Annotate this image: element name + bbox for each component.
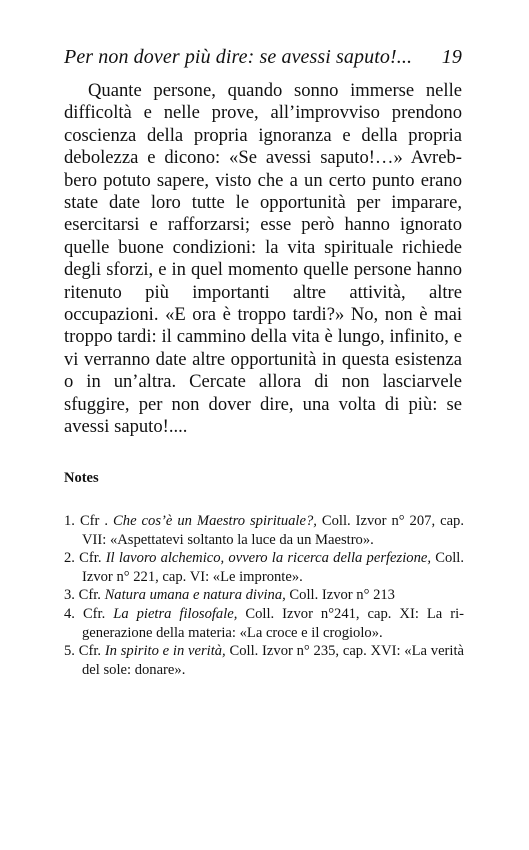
page-header xyxy=(64,46,462,69)
note-book-title: Il lavoro alchemico, ovvero la ricerca della perfezione, xyxy=(105,550,431,567)
note-book-title: Che cos’è un Maestro spirituale?, xyxy=(113,513,317,529)
note-item xyxy=(64,549,464,586)
note-reference: Coll. Izvor n° 235, cap. XVI: «La verità del sole: donare». xyxy=(82,643,464,678)
note-reference: Coll. Izvor n° 207, cap. VII: «Aspettatevi soltanto la luce da un Maestro». xyxy=(82,513,464,548)
page-number: 19 xyxy=(441,46,462,68)
note-book-title: In spirito e in verità, xyxy=(104,643,226,660)
note-reference: Coll. Izvor n° 221, cap. VI: «Le impronte». xyxy=(82,550,464,585)
note-prefix: Cfr . xyxy=(79,513,114,529)
note-book-title: La pietra filosofale, xyxy=(113,605,238,622)
note-number: 2. xyxy=(64,550,75,567)
note-number: 1. xyxy=(64,513,75,529)
notes-heading: Notes xyxy=(64,470,99,486)
note-prefix: Cfr. xyxy=(79,550,106,567)
body-paragraph: Quante persone, quando sonno immerse nelle difficoltà e nelle prove, all’improvviso prendono coscienza della propria ignoranza e della propria debolezza e dicono: «Se avessi saputo!…» Avrebbero potuto sapere, visto che a un certo punto erano state date loro tutte le opportunità per imparare, esercitarsi e rafforzarsi; esse però hanno ignorato quelle buone condizioni: la vita spirituale richiede degli sforzi, e in quel momento quelle persone hanno ritenuto più importanti altre attività, altre occupazioni. «E ora è troppo tardi?» No, non è mai troppo tardi: il cammino della vita è lungo, infinito, e vi verranno date altre opportunità in questa esistenza o in un’altra. Cercate allora di non lasciarvele sfuggire, per non dover dire, una volta di più: se avessi saputo!.... xyxy=(64,80,462,438)
note-item xyxy=(64,512,464,549)
note-prefix: Cfr. xyxy=(82,605,114,622)
note-reference: Coll. Izvor n°241, cap. XI: La rigenerazione della materia: «La croce e il crogiolo». xyxy=(82,605,464,641)
note-number: 3. xyxy=(64,587,75,604)
note-prefix: Cfr. xyxy=(78,587,105,604)
note-item xyxy=(64,642,464,679)
running-title: Per non dover più dire: se avessi saputo!... xyxy=(64,46,413,68)
notes-list xyxy=(64,512,464,679)
note-reference: Coll. Izvor n° 213 xyxy=(285,587,395,604)
note-number: 5. xyxy=(64,643,75,660)
note-number: 4. xyxy=(64,605,75,622)
note-prefix: Cfr. xyxy=(78,643,105,660)
note-book-title: Natura umana e natura divina, xyxy=(104,587,286,604)
note-item xyxy=(64,605,464,642)
note-item xyxy=(64,586,464,605)
